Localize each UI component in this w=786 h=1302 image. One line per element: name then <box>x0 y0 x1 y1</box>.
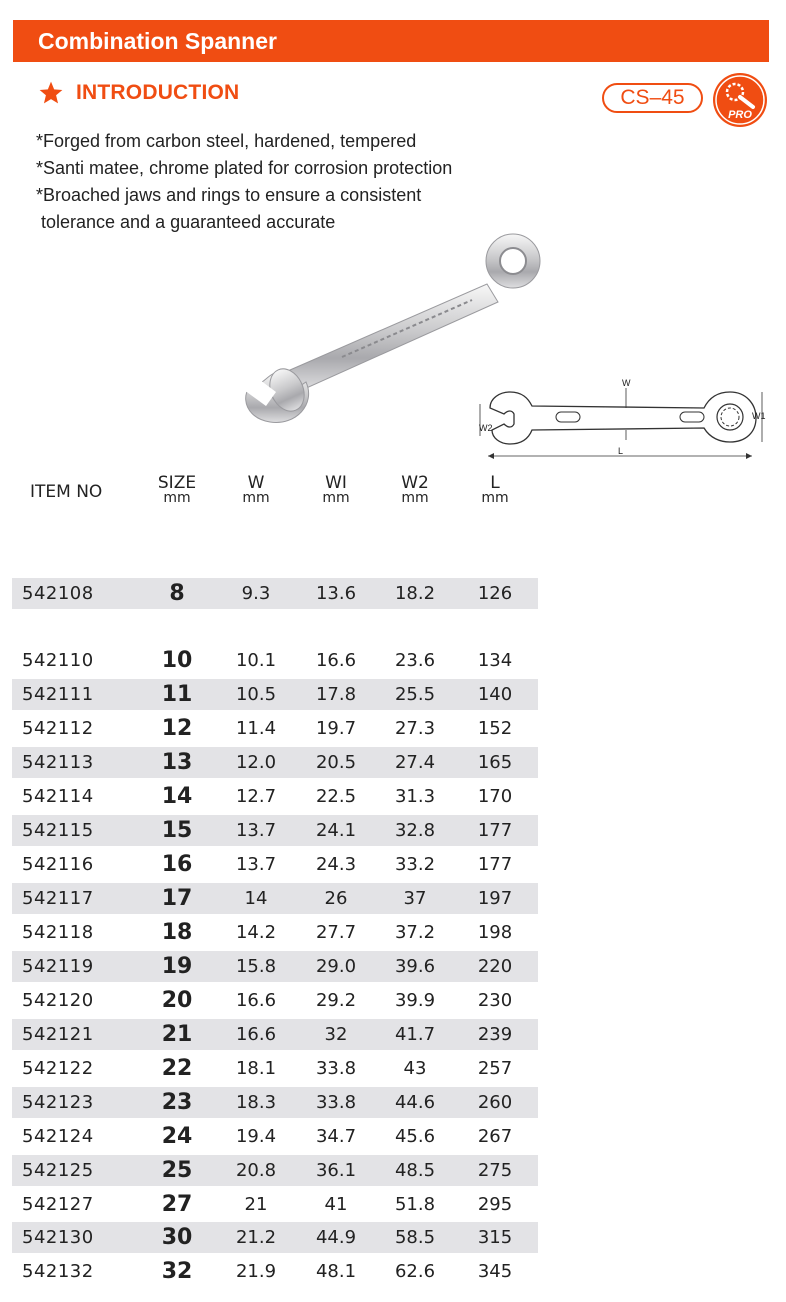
cell-w: 21 <box>244 1194 268 1215</box>
cell-item-no: 542125 <box>22 1160 94 1181</box>
cell-item-no: 542124 <box>22 1126 94 1147</box>
cell-w: 16.6 <box>235 1024 277 1045</box>
table-row <box>12 781 538 812</box>
dim-label-l: L <box>618 446 624 456</box>
cell-item-no: 542113 <box>22 752 94 773</box>
table-row <box>12 679 538 710</box>
cell-size: 20 <box>161 988 193 1013</box>
cell-size: 16 <box>161 852 193 877</box>
header-w2: W2 mm <box>401 473 429 506</box>
cell-l: 275 <box>477 1160 513 1181</box>
cell-item-no: 542114 <box>22 786 94 807</box>
cell-l: 239 <box>477 1024 513 1045</box>
cell-item-no: 542117 <box>22 888 94 909</box>
cell-l: 198 <box>477 922 513 943</box>
cell-item-no: 542132 <box>22 1261 94 1282</box>
cell-w2: 39.9 <box>394 990 436 1011</box>
header-item-no: ITEM NO <box>30 482 103 502</box>
cell-l: 170 <box>477 786 513 807</box>
cell-l: 152 <box>477 718 513 739</box>
cell-l: 177 <box>477 854 513 875</box>
cell-item-no: 542121 <box>22 1024 94 1045</box>
model-code-badge: CS–45 <box>602 83 703 113</box>
table-row <box>12 1121 538 1152</box>
cell-w2: 25.5 <box>394 684 436 705</box>
cell-w: 18.1 <box>235 1058 277 1079</box>
cell-size: 11 <box>161 682 193 707</box>
cell-w: 18.3 <box>235 1092 277 1113</box>
table-row <box>12 815 538 846</box>
cell-l: 177 <box>477 820 513 841</box>
cell-w1: 16.6 <box>315 650 357 671</box>
feature-item: tolerance and a guaranteed accurate <box>36 212 336 232</box>
cell-size: 30 <box>161 1225 193 1250</box>
cell-item-no: 542118 <box>22 922 94 943</box>
table-row <box>12 883 538 914</box>
cell-w1: 34.7 <box>315 1126 357 1147</box>
cell-w2: 45.6 <box>394 1126 436 1147</box>
cell-w1: 26 <box>324 888 348 909</box>
cell-w2: 51.8 <box>394 1194 436 1215</box>
cell-w2: 62.6 <box>394 1261 436 1282</box>
cell-w1: 32 <box>324 1024 348 1045</box>
intro-heading <box>38 78 239 108</box>
cell-w: 14.2 <box>235 922 277 943</box>
cell-size: 8 <box>169 581 185 606</box>
dim-label-w: W <box>622 378 631 388</box>
table-row <box>12 747 538 778</box>
cell-l: 260 <box>477 1092 513 1113</box>
cell-item-no: 542115 <box>22 820 94 841</box>
cell-w1: 17.8 <box>315 684 357 705</box>
cell-w1: 48.1 <box>315 1261 357 1282</box>
table-row <box>12 645 538 676</box>
cell-l: 197 <box>477 888 513 909</box>
feature-item: *Santi matee, chrome plated for corrosion protection <box>36 158 453 178</box>
cell-w: 19.4 <box>235 1126 277 1147</box>
cell-size: 25 <box>161 1158 193 1183</box>
cell-size: 17 <box>161 886 193 911</box>
header-l: L mm <box>481 473 509 506</box>
cell-w: 13.7 <box>235 854 277 875</box>
cell-item-no: 542111 <box>22 684 94 705</box>
cell-size: 13 <box>161 750 193 775</box>
cell-item-no: 542112 <box>22 718 94 739</box>
cell-size: 12 <box>161 716 193 741</box>
cell-w: 10.1 <box>235 650 277 671</box>
cell-item-no: 542116 <box>22 854 94 875</box>
dim-label-w2: W2 <box>479 423 493 433</box>
cell-w2: 33.2 <box>394 854 436 875</box>
cell-size: 14 <box>161 784 193 809</box>
cell-l: 165 <box>477 752 513 773</box>
cell-w2: 41.7 <box>394 1024 436 1045</box>
cell-w2: 31.3 <box>394 786 436 807</box>
dimension-diagram <box>468 374 780 471</box>
table-row <box>12 1222 538 1253</box>
cell-item-no: 542130 <box>22 1227 94 1248</box>
intro-heading-label: INTRODUCTION <box>76 81 240 104</box>
cell-w: 12.7 <box>235 786 277 807</box>
feature-list <box>36 128 452 236</box>
page-title: Combination Spanner <box>13 20 769 62</box>
table-row <box>12 1189 538 1220</box>
cell-w1: 29.2 <box>315 990 357 1011</box>
header-w: W mm <box>242 473 270 506</box>
cell-l: 140 <box>477 684 513 705</box>
cell-w2: 27.4 <box>394 752 436 773</box>
cell-w2: 44.6 <box>394 1092 436 1113</box>
cell-w1: 24.1 <box>315 820 357 841</box>
pro-label: PRO <box>728 109 752 121</box>
cell-l: 126 <box>477 583 513 604</box>
table-row <box>12 917 538 948</box>
cell-w: 16.6 <box>235 990 277 1011</box>
cell-size: 32 <box>161 1259 193 1284</box>
cell-w: 10.5 <box>235 684 277 705</box>
feature-item: *Forged from carbon steel, hardened, tempered <box>36 131 417 151</box>
table-row <box>12 578 538 609</box>
cell-size: 22 <box>161 1056 193 1081</box>
cell-w2: 23.6 <box>394 650 436 671</box>
cell-size: 23 <box>161 1090 193 1115</box>
star-icon <box>38 80 64 106</box>
table-row <box>12 1155 538 1186</box>
cell-item-no: 542119 <box>22 956 94 977</box>
cell-l: 134 <box>477 650 513 671</box>
cell-item-no: 542110 <box>22 650 94 671</box>
table-row <box>12 1087 538 1118</box>
cell-w: 21.2 <box>235 1227 277 1248</box>
cell-w2: 18.2 <box>394 583 436 604</box>
cell-w1: 41 <box>324 1194 348 1215</box>
cell-w: 13.7 <box>235 820 277 841</box>
cell-l: 230 <box>477 990 513 1011</box>
table-row <box>12 713 538 744</box>
cell-w1: 22.5 <box>315 786 357 807</box>
cell-w: 15.8 <box>235 956 277 977</box>
cell-item-no: 542123 <box>22 1092 94 1113</box>
feature-item: *Broached jaws and rings to ensure a consistent <box>36 185 422 205</box>
cell-w1: 27.7 <box>315 922 357 943</box>
cell-size: 15 <box>161 818 193 843</box>
cell-size: 18 <box>161 920 193 945</box>
cell-item-no: 542108 <box>22 583 94 604</box>
cell-l: 257 <box>477 1058 513 1079</box>
cell-w2: 37 <box>403 888 427 909</box>
cell-w1: 29.0 <box>315 956 357 977</box>
table-row <box>12 849 538 880</box>
cell-l: 267 <box>477 1126 513 1147</box>
cell-size: 27 <box>161 1192 193 1217</box>
cell-w: 14 <box>244 888 268 909</box>
cell-w2: 32.8 <box>394 820 436 841</box>
cell-w: 21.9 <box>235 1261 277 1282</box>
cell-w2: 43 <box>403 1058 427 1079</box>
pro-badge <box>711 71 769 134</box>
cell-w2: 39.6 <box>394 956 436 977</box>
cell-item-no: 542120 <box>22 990 94 1011</box>
cell-w1: 20.5 <box>315 752 357 773</box>
cell-size: 24 <box>161 1124 193 1149</box>
cell-l: 315 <box>477 1227 513 1248</box>
cell-size: 19 <box>161 954 193 979</box>
cell-w1: 13.6 <box>315 583 357 604</box>
table-row <box>12 1019 538 1050</box>
cell-w2: 37.2 <box>394 922 436 943</box>
table-row <box>12 951 538 982</box>
cell-size: 21 <box>161 1022 193 1047</box>
cell-w: 11.4 <box>235 718 277 739</box>
table-row <box>12 1053 538 1084</box>
header-w1: WI mm <box>322 473 350 506</box>
cell-l: 295 <box>477 1194 513 1215</box>
cell-w1: 19.7 <box>315 718 357 739</box>
cell-l: 220 <box>477 956 513 977</box>
cell-w: 20.8 <box>235 1160 277 1181</box>
cell-w: 12.0 <box>235 752 277 773</box>
cell-item-no: 542122 <box>22 1058 94 1079</box>
cell-w2: 48.5 <box>394 1160 436 1181</box>
cell-w: 9.3 <box>241 583 271 604</box>
cell-w1: 33.8 <box>315 1058 357 1079</box>
header-size: SIZE mm <box>157 473 197 506</box>
cell-w2: 27.3 <box>394 718 436 739</box>
cell-item-no: 542127 <box>22 1194 94 1215</box>
cell-size: 10 <box>161 648 193 673</box>
cell-w2: 58.5 <box>394 1227 436 1248</box>
cell-w1: 36.1 <box>315 1160 357 1181</box>
cell-l: 345 <box>477 1261 513 1282</box>
cell-w1: 33.8 <box>315 1092 357 1113</box>
table-row <box>12 985 538 1016</box>
cell-w1: 24.3 <box>315 854 357 875</box>
cell-w1: 44.9 <box>315 1227 357 1248</box>
dim-label-w1: W1 <box>752 411 766 421</box>
table-row <box>12 1256 538 1287</box>
